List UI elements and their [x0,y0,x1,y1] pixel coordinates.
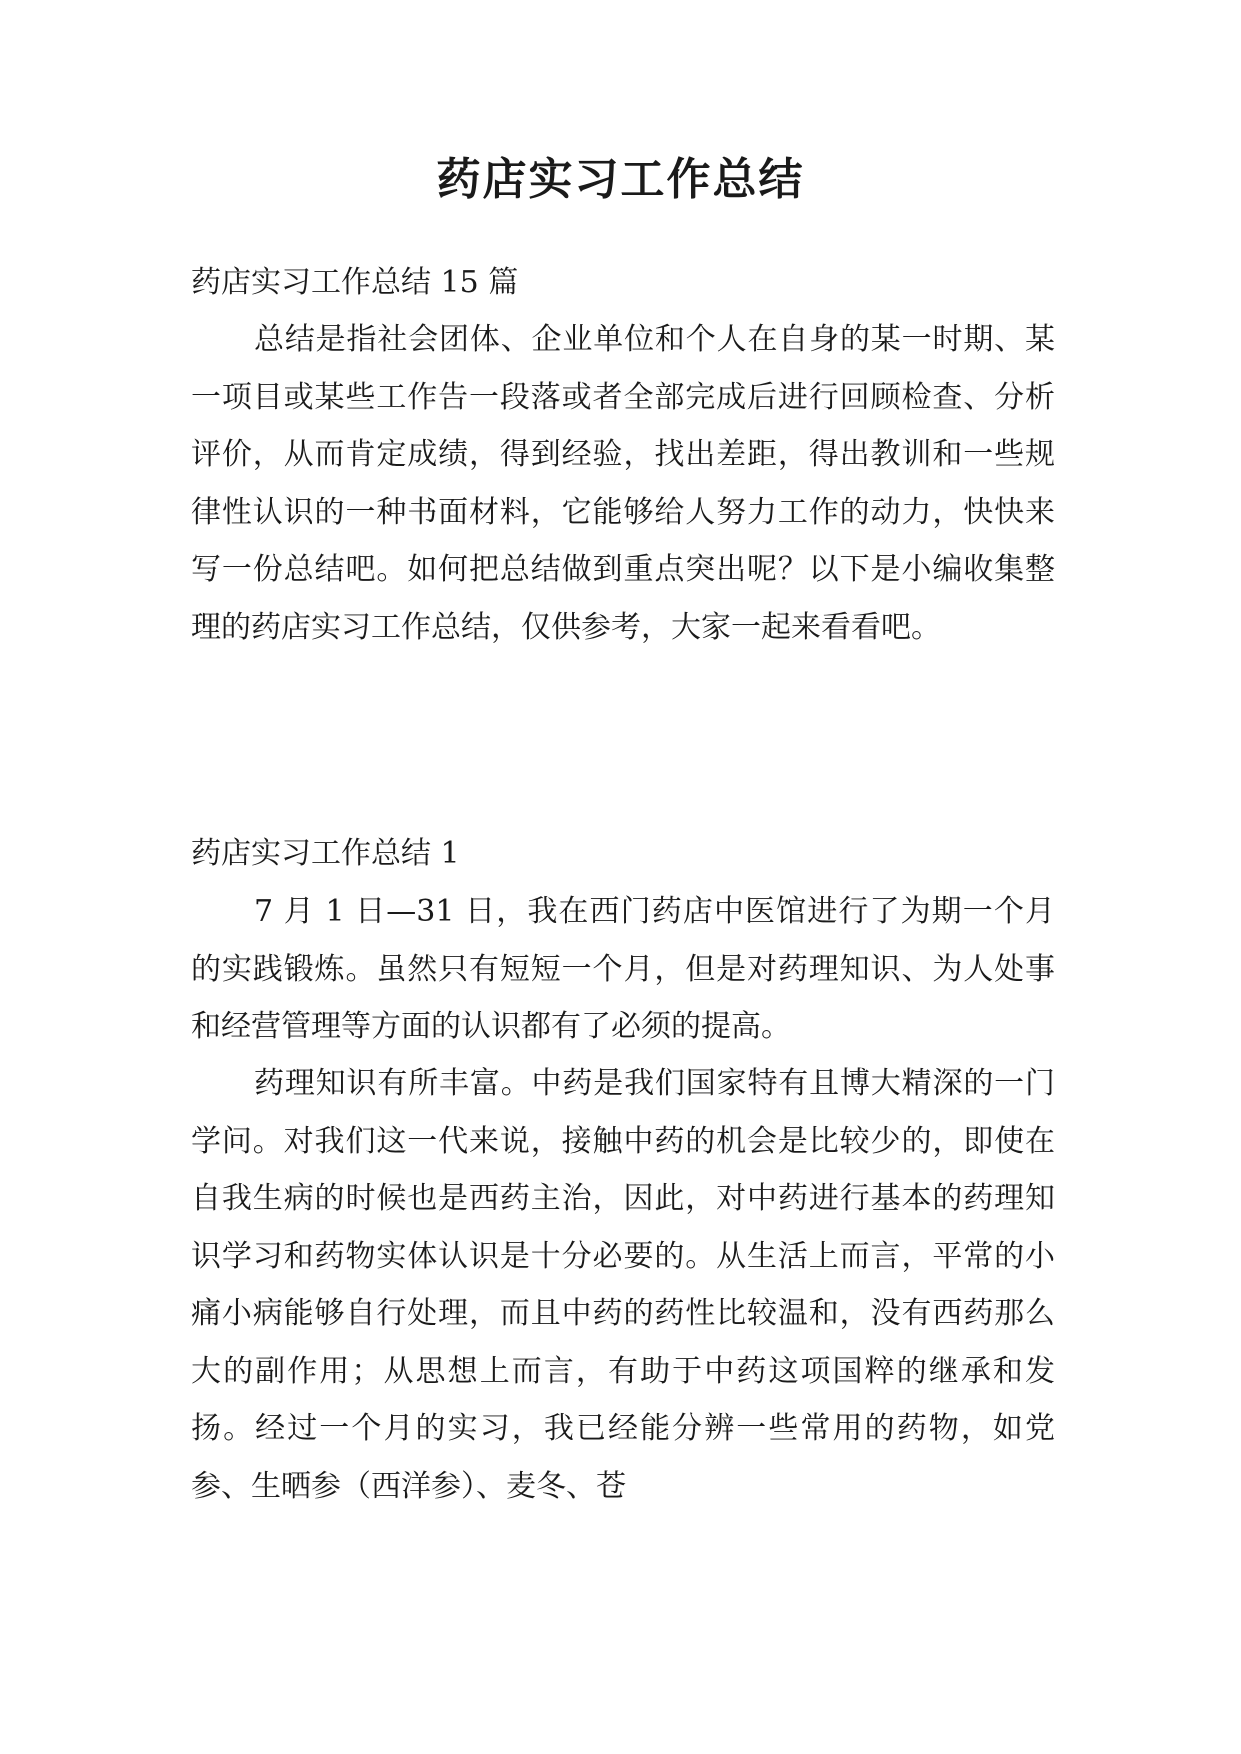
section-1-paragraph-2: 药理知识有所丰富。中药是我们国家特有且博大精深的一门学问。对我们这一代来说，接触中药的机会是比较少的，即使在自我生病的时候也是西药主治，因此，对中药进行基本的药理知识学习和药物实体认识是十分必要的。从生活上而言，平常的小痛小病能够自行处理，而且中药的药性比较温和，没有西药那么大的副作用；从思想上而言，有助于中药这项国粹的继承和发扬。经过一个月的实习，我已经能分辨一些常用的药物，如党参、生晒参（西洋参）、麦冬、苍 [191,1066,1055,1504]
section-1-heading: 药店实习工作总结 1 [191,836,460,871]
section-1-paragraph-1: 7 月 1 日—31 日，我在西门药店中医馆进行了为期一个月的实践锻炼。虽然只有短短一个月，但是对药理知识、为人处事和经营管理等方面的认识都有了必须的提高。 [191,894,1055,1044]
intro-heading: 药店实习工作总结 15 篇 [191,265,519,300]
document-title: 药店实习工作总结 [436,154,805,205]
intro-paragraph: 总结是指社会团体、企业单位和个人在自身的某一时期、某一项目或某些工作告一段落或者全部完成后进行回顾检查、分析评价，从而肯定成绩，得到经验，找出差距，得出教训和一些规律性认识的一种书面材料，它能够给人努力工作的动力，快快来写一份总结吧。如何把总结做到重点突出呢？以下是小编收集整理的药店实习工作总结，仅供参考，大家一起来看看吧。 [191,322,1055,645]
